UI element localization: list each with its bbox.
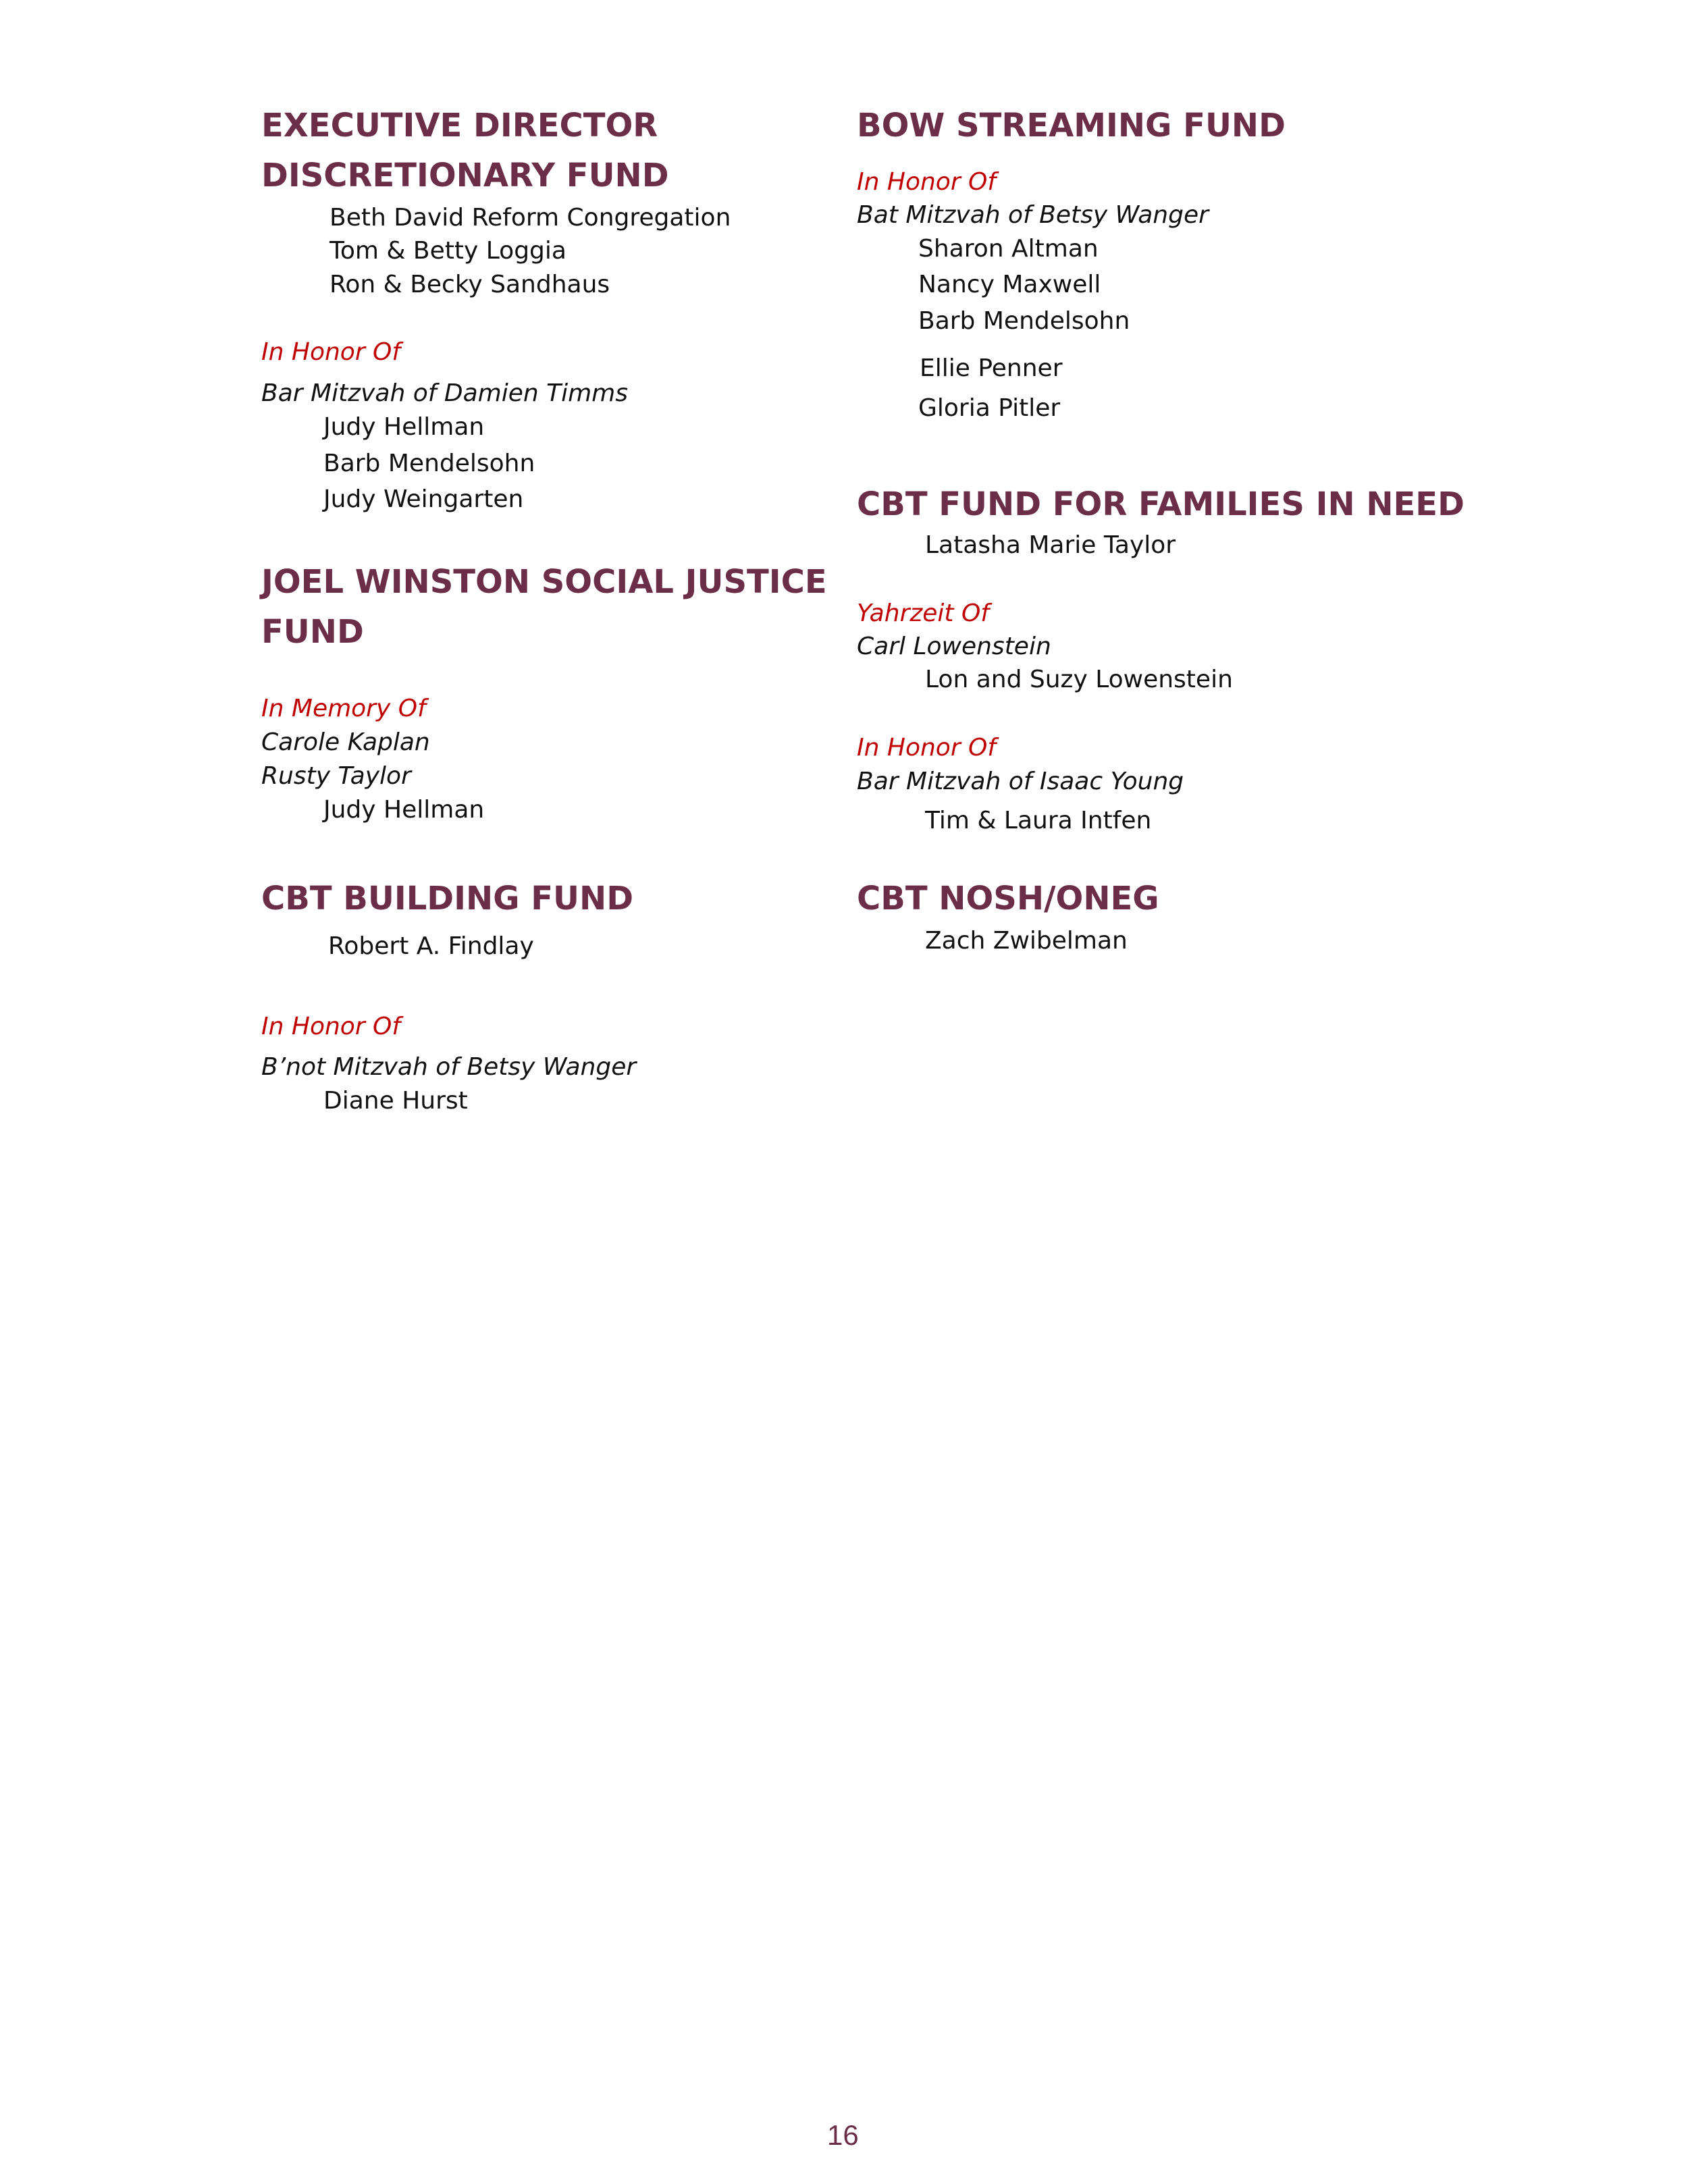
honoree-name: Bar Mitzvah of Isaac Young [857,768,1184,795]
executive-director-fund-title-line2: DISCRETIONARY FUND [261,157,669,194]
donor-name: Barb Mendelsohn [918,307,1130,335]
donor-name: Judy Hellman [323,796,485,824]
in-honor-of-label: In Honor Of [857,734,997,762]
nosh-oneg-title: CBT NOSH/ONEG [857,880,1159,917]
honoree-name: Carole Kaplan [261,728,430,756]
donor-name: Diane Hurst [323,1087,468,1115]
executive-director-fund-title-line1: EXECUTIVE DIRECTOR [261,107,658,144]
in-honor-of-label: In Honor Of [261,1013,401,1040]
donor-name: Beth David Reform Congregation [329,204,731,232]
donor-name: Gloria Pitler [918,394,1061,422]
in-memory-of-label: In Memory Of [261,695,426,722]
in-honor-of-label: In Honor Of [857,168,997,196]
donor-name: Latasha Marie Taylor [925,531,1176,559]
donor-name: Nancy Maxwell [918,271,1101,298]
honoree-name: B’not Mitzvah of Betsy Wanger [261,1053,637,1081]
donor-name: Ellie Penner [920,354,1063,382]
honoree-name: Bar Mitzvah of Damien Timms [261,379,628,407]
donor-name: Ron & Becky Sandhaus [329,271,610,298]
in-honor-of-label: In Honor Of [261,338,401,366]
donor-name: Tom & Betty Loggia [329,237,566,265]
joel-winston-fund-title-line1: JOEL WINSTON SOCIAL JUSTICE [261,563,827,601]
donor-name: Tim & Laura Intfen [925,807,1152,834]
page-number: 16 [827,2119,859,2151]
honoree-name: Rusty Taylor [261,762,411,790]
donor-name: Robert A. Findlay [328,932,534,960]
families-in-need-fund-title: CBT FUND FOR FAMILIES IN NEED [857,485,1465,523]
honoree-name: Bat Mitzvah of Betsy Wanger [857,201,1209,229]
honoree-name: Carl Lowenstein [857,633,1051,660]
donor-name: Lon and Suzy Lowenstein [925,666,1233,693]
donor-name: Barb Mendelsohn [323,450,535,477]
donor-name: Judy Hellman [323,413,485,441]
donor-name: Sharon Altman [918,235,1099,263]
donor-name: Zach Zwibelman [925,927,1128,955]
donor-name: Judy Weingarten [323,485,524,513]
building-fund-title: CBT BUILDING FUND [261,880,634,917]
joel-winston-fund-title-line2: FUND [261,613,364,651]
bow-streaming-fund-title: BOW STREAMING FUND [857,107,1286,144]
yahrzeit-of-label: Yahrzeit Of [857,600,989,627]
